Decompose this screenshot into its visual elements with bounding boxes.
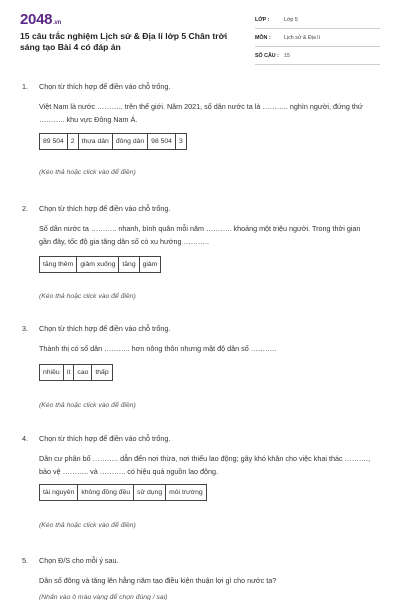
drag-hint: (Kéo thả hoặc click vào để điền) bbox=[39, 169, 136, 176]
word-option[interactable]: nhiều bbox=[43, 369, 60, 376]
question-text: Số dân nước ta ……….. nhanh, bình quân mỗi năm ……….. khoảng một triệu người. Trong thời gian gần đây, tốc độ gia tăng dân số có xu hướng ……….. bbox=[39, 224, 361, 246]
question-instruction: Chọn Đ/S cho mỗi ý sau. bbox=[39, 556, 119, 565]
word-option[interactable]: 3 bbox=[175, 134, 186, 149]
word-option[interactable]: đông dân bbox=[112, 134, 147, 149]
word-option[interactable]: thấp bbox=[91, 365, 111, 380]
question-text: Thành thị có số dân ……….. hơn nông thôn nhưng mật độ dân số ……….. bbox=[39, 344, 277, 353]
drag-hint: (Kéo thả hoặc click vào để điền) bbox=[39, 402, 136, 409]
word-option[interactable]: thưa dân bbox=[78, 134, 112, 149]
document-meta bbox=[255, 14, 380, 68]
question-instruction: Chọn từ thích hợp để điền vào chỗ trống. bbox=[39, 82, 171, 91]
meta-grade: LỚP : Lớp 5 bbox=[255, 14, 380, 29]
question-instruction: Chọn từ thích hợp để điền vào chỗ trống. bbox=[39, 434, 171, 443]
document-title: 15 câu trắc nghiệm Lịch sử & Địa lí lớp 5 Chân trời sáng tạo Bài 4 có đáp án bbox=[20, 31, 228, 52]
word-option[interactable]: tăng thêm bbox=[43, 261, 74, 268]
word-option[interactable]: 98 504 bbox=[147, 134, 175, 149]
word-option[interactable]: sử dụng bbox=[133, 485, 165, 500]
word-bank bbox=[39, 133, 187, 150]
question-number: 3. bbox=[22, 324, 28, 333]
document-header bbox=[0, 0, 400, 64]
question-number: 1. bbox=[22, 82, 28, 91]
meta-subject: MÔN : Lịch sử & Địa lí bbox=[255, 32, 380, 47]
question-text: Dân số đông và tăng lên hằng năm tạo điều kiện thuận lợi gì cho nước ta? bbox=[39, 576, 277, 585]
word-option[interactable]: tài nguyên bbox=[43, 489, 75, 496]
question-number: 4. bbox=[22, 434, 28, 443]
word-option[interactable]: giảm xuống bbox=[76, 257, 118, 272]
word-option[interactable]: không đồng đều bbox=[77, 485, 133, 500]
site-logo[interactable]: 2048.vn bbox=[20, 11, 61, 28]
word-bank bbox=[39, 256, 161, 273]
meta-question-count: SỐ CÂU : 15 bbox=[255, 50, 380, 65]
drag-hint: (Kéo thả hoặc click vào để điền) bbox=[39, 293, 136, 300]
word-option[interactable]: ít bbox=[63, 365, 74, 380]
word-option[interactable]: giảm bbox=[139, 257, 161, 272]
word-option[interactable]: tăng bbox=[118, 257, 138, 272]
word-option[interactable]: 89 504 bbox=[43, 138, 64, 145]
question-number: 2. bbox=[22, 204, 28, 213]
question-number: 5. bbox=[22, 556, 28, 565]
word-option[interactable]: cao bbox=[73, 365, 91, 380]
drag-hint: (Kéo thả hoặc click vào để điền) bbox=[39, 522, 136, 529]
word-bank bbox=[39, 484, 207, 501]
word-option[interactable]: 2 bbox=[67, 134, 78, 149]
question-instruction: Chọn từ thích hợp để điền vào chỗ trống. bbox=[39, 204, 171, 213]
question-text: Việt Nam là nước ……….. trên thế giới. Năm 2021, số dân nước ta là ……….. nghìn người, đứng thứ ……….. khu vực Đông Nam Á. bbox=[39, 102, 363, 124]
question-text: Dân cư phân bố ……….. dẫn đến nơi thừa, nơi thiếu lao động; gây khó khăn cho việc khai thác ………., bảo vệ ……….. và ……….. có hiệu quả nguồn lao động. bbox=[39, 454, 371, 476]
word-option[interactable]: môi trường bbox=[165, 485, 206, 500]
select-hint: (Nhấn vào ô màu vàng để chọn đúng / sai) bbox=[39, 594, 168, 600]
word-bank bbox=[39, 364, 113, 381]
question-instruction: Chọn từ thích hợp để điền vào chỗ trống. bbox=[39, 324, 171, 333]
